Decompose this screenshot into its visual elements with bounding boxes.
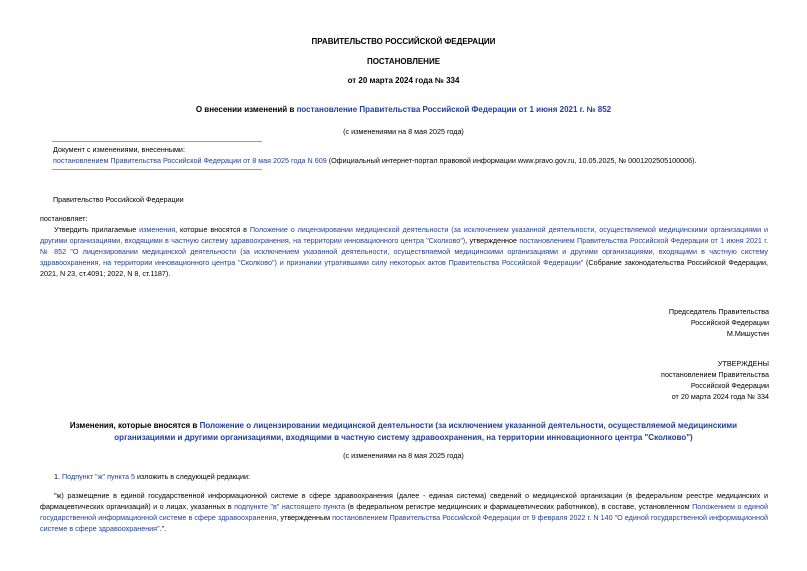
title-revision: (с изменениями на 8 мая 2025 года) <box>343 127 464 136</box>
decree-852-link[interactable]: постановлением Правительства Российской Федерации от 1 июня 2021 г. № 852 "О лицензировании медицинской деятельности (за исключением указанной деятельности, осуществляемой медицинскими организациями и другими организациями, входящими в частную систему здравоохранения, на территории инновационного центра "Сколково") и признании утратившими силу некоторых актов Правительства Российской Федерации" <box>40 236 768 267</box>
divider-bottom <box>52 169 262 170</box>
signature-block <box>669 306 769 339</box>
egisz-regulation-link[interactable]: Положением о единой государственной информационной системе в сфере здравоохранения <box>40 502 768 522</box>
decree-140-link[interactable]: постановлением Правительства Российской Федерации от 9 февраля 2022 г. N 140 "О единой государственной информационной системе в сфере здравоохранения" <box>40 513 769 533</box>
annex-title: Изменения, которые вносятся в Положение о лицензировании медицинской деятельности (за исключением указанной деятельности, осуществляемой медицинскими организациями и другими организациями, входящими в частную систему здравоохранения, на территории инновационного центра "Сколково") <box>69 421 738 442</box>
changes-link[interactable]: изменения <box>139 225 176 234</box>
signature-title: Председатель Правительства <box>668 307 769 316</box>
subparagraph-link[interactable]: Подпункт "ж" пункта 5 <box>62 472 135 481</box>
item-1: 1. Подпункт "ж" пункта 5 изложить в следующей редакции: <box>54 472 251 481</box>
decrees-label: постановляет: <box>40 214 88 223</box>
divider-top <box>52 141 262 142</box>
signature-country: Российской Федерации <box>690 318 769 327</box>
quoted-text: "ж) размещение в единой государственной информационной системе в сфере здравоохранения (далее - единая система) сведений о медицинской организации (в федеральном реестре медицинских и фармацевтических организаций) и о лицах, указанных в подпункте "в" настоящего пункта (в федеральном регистре медицинских и фармацевтических работников), в составе, установленном Положением о единой государственной информационной системе в сфере здравоохранения, утвержденным постановлением Правительства Российской Федерации от 9 февраля 2022 г. N 140 "О единой государственной информационной системе в сфере здравоохранения".". <box>40 491 769 533</box>
annex-revision: (с изменениями на 8 мая 2025 года) <box>343 451 464 460</box>
amendments-block <box>53 144 768 166</box>
signature-name: М.Мишустин <box>726 329 769 338</box>
annex-regulation-link[interactable]: Положение о лицензировании медицинской деятельности (за исключением указанной деятельности, осуществляемой медицинскими организациями и другими организациями, входящими в частную систему здравоохранения, на территории инновационного центра "Сколково") <box>114 421 738 442</box>
government-label: Правительство Российской Федерации <box>53 195 184 204</box>
approval-block: УТВЕРЖДЕНЫ постановлением Правительства Российской Федерации от 20 марта 2024 года № 334 <box>661 359 769 401</box>
document-type: ПОСТАНОВЛЕНИЕ <box>366 57 441 66</box>
amendments-heading: Документ с изменениями, внесенными: <box>53 145 185 154</box>
resolution-paragraph: Утвердить прилагаемые изменения, которые вносятся в Положение о лицензировании медицинской деятельности (за исключением указанной деятельности, осуществляемой медицинскими организациями и другими организациями, входящими в частную систему здравоохранения, на территории инновационного центра "Сколково"), утвержденное постановлением Правительства Российской Федерации от 1 июня 2021 г. № 852 "О лицензировании медицинской деятельности (за исключением указанной деятельности, осуществляемой медицинскими организациями и другими организациями, входящими в частную систему здравоохранения, на территории инновационного центра "Сколково") и признании утратившими силу некоторых актов Правительства Российской Федерации" (Собрание законодательства Российской Федерации, 2021, N 23, ст.4091; 2022, N 8, ст.1187). <box>40 225 768 278</box>
approval-word: УТВЕРЖДЕНЫ <box>717 359 769 368</box>
amendments-source: (Официальный интернет-портал правовой информации www.pravo.gov.ru, 10.05.2025, № 0001202505100006). <box>326 156 697 165</box>
amending-decree-link[interactable]: постановлением Правительства Российской Федерации от 8 мая 2025 года N 609 <box>53 156 327 165</box>
document-date-number: от 20 марта 2024 года № 334 <box>347 76 460 85</box>
regulation-link[interactable]: Положение о лицензировании медицинской деятельности (за исключением указанной деятельности, осуществляемой медицинскими организациями и другими организациями, входящими в частную систему здравоохранения, на территории инновационного центра "Сколково") <box>40 225 768 245</box>
amended-decree-link[interactable]: постановление Правительства Российской Федерации от 1 июня 2021 г. № 852 <box>296 105 612 114</box>
document-title <box>0 104 807 115</box>
title-prefix: О внесении изменений в <box>195 105 297 114</box>
authority-heading: ПРАВИТЕЛЬСТВО РОССИЙСКОЙ ФЕДЕРАЦИИ <box>311 37 496 46</box>
subparagraph-v-link[interactable]: подпункте "в" настоящего пункта <box>234 502 346 511</box>
